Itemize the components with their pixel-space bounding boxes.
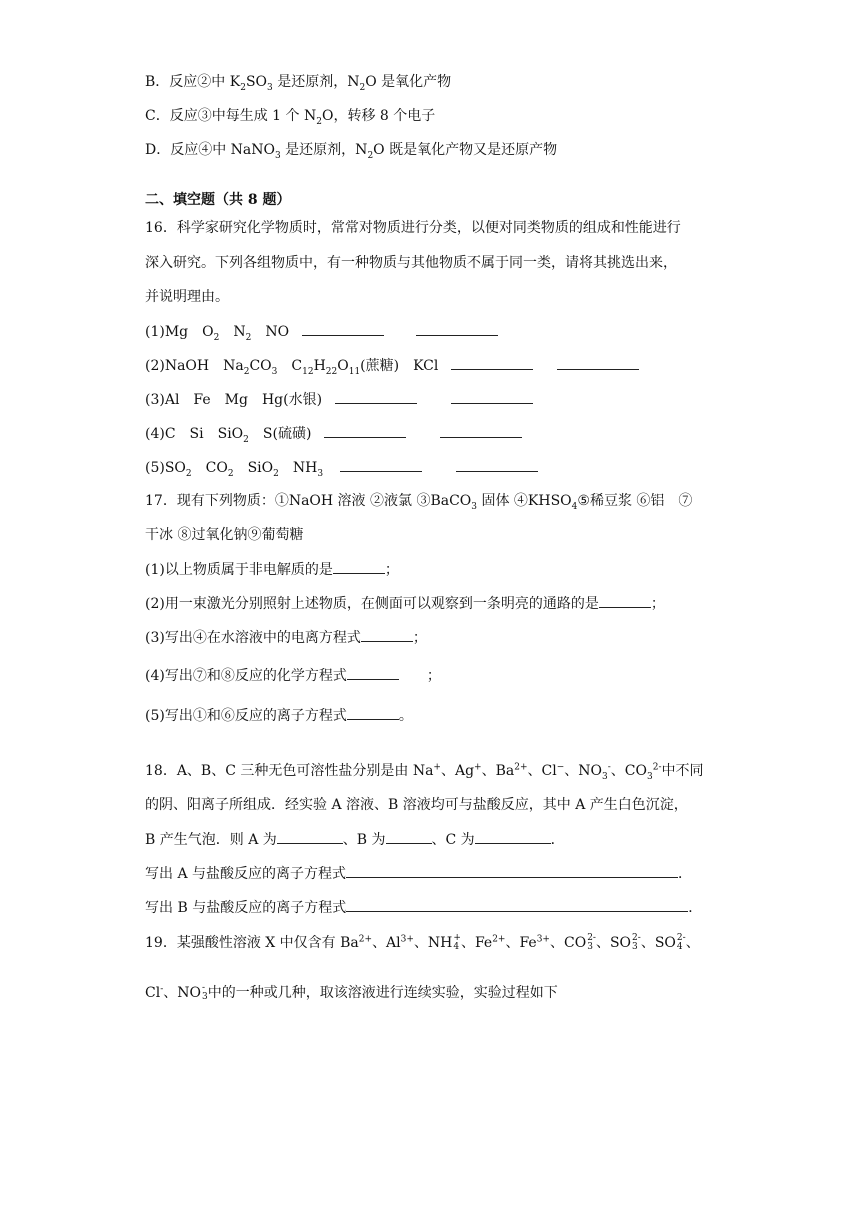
q16-group-1: (1)Mg $O_2$ $N_2$ NO bbox=[145, 321, 498, 342]
q17-part-5: (5)写出①和⑥反应的离子方程式 。 bbox=[145, 705, 413, 726]
q16-stem-line1: 16．科学家研究化学物质时，常常对物质进行分类，以便对同类物质的组成和性能进行 bbox=[145, 220, 681, 236]
q18-stem-line1: 18．A、B、C 三种无色可溶性盐分别是由 Na+、Ag+、$Ba^{2+}$、Cl−、$NO_3^-$、$CO_3^{2-}$中不同 bbox=[145, 762, 704, 782]
section-title: 二、填空题（共 8 题） bbox=[145, 192, 291, 208]
q17-stem-line2: 干冰 ⑧过氧化钠⑨葡萄糖 bbox=[145, 527, 304, 543]
answer-blank[interactable] bbox=[340, 457, 422, 472]
ion-charge: 2- 3 bbox=[632, 933, 641, 952]
q17-part-1: (1)以上物质属于非电解质的是 ； bbox=[145, 559, 399, 580]
q16-stem-line3: 并说明理由。 bbox=[145, 289, 229, 305]
q19-stem-line1: 19．某强酸性溶液 X 中仅含有 $Ba^{2+}$、$Al^{3+}$、NH + 4 、$Fe^{2+}$、$Fe^{3+}$、CO 2- 3 、SO 2- 3 、SO 2- 4 、 bbox=[145, 933, 700, 952]
answer-blank[interactable] bbox=[440, 423, 522, 438]
q18-stem-line3: B 产生气泡．则 A 为 、B 为 、C 为 ． bbox=[145, 829, 565, 850]
answer-blank[interactable] bbox=[361, 627, 413, 642]
q19-stem-line2: Cl-、NO - 3 中的一种或几种，取该溶液进行连续实验，实验过程如下 bbox=[145, 983, 558, 1002]
ion-charge: + 4 bbox=[453, 933, 461, 952]
answer-blank[interactable] bbox=[451, 389, 533, 404]
answer-blank[interactable] bbox=[333, 559, 385, 574]
answer-blank[interactable] bbox=[324, 423, 406, 438]
q16-group-4: (4)C Si SiO$_2$ S(硫磺) bbox=[145, 423, 522, 444]
q17-stem-line1: 17．现有下列物质：①NaOH 溶液 ②液氯 ③BaCO$_3$ 固体 $④KHSO_4⑤$稀豆浆 ⑥铝 ⑦ bbox=[145, 493, 693, 512]
answer-blank[interactable] bbox=[456, 457, 538, 472]
answer-blank[interactable] bbox=[557, 355, 639, 370]
answer-blank[interactable] bbox=[347, 665, 399, 680]
q16-group-2: (2)NaOH $Na_2CO_3$ $C_{12}H_{22}O_{11}$(蔗糖) KCl bbox=[145, 355, 639, 376]
q16-stem-line2: 深入研究。下列各组物质中，有一种物质与其他物质不属于同一类，请将其挑选出来， bbox=[145, 255, 677, 271]
answer-blank[interactable] bbox=[346, 897, 688, 912]
q15-option-d: D．反应④中 NaNO$_3$ 是还原剂，$N_2O$ 既是氧化产物又是还原产物 bbox=[145, 142, 558, 161]
q15-option-c: C．反应③中每生成 1 个 $N_2O$，转移 8 个电子 bbox=[145, 108, 436, 127]
answer-blank[interactable] bbox=[599, 593, 651, 608]
ion-charge: 2- 3 bbox=[587, 933, 596, 952]
answer-blank[interactable] bbox=[347, 705, 399, 720]
answer-blank[interactable] bbox=[386, 829, 432, 844]
answer-blank[interactable] bbox=[277, 829, 343, 844]
answer-blank[interactable] bbox=[451, 355, 533, 370]
ion-charge: 2- 4 bbox=[676, 933, 686, 952]
q18-stem-line2: 的阴、阳离子所组成．经实验 A 溶液、B 溶液均可与盐酸反应，其中 A 产生白色沉淀， bbox=[145, 797, 688, 813]
q16-group-5: $(5)SO_2$ $CO_2$ SiO$_2$ $NH_3$ bbox=[145, 457, 538, 478]
answer-blank[interactable] bbox=[416, 321, 498, 336]
ion-charge: - 3 bbox=[201, 983, 208, 1002]
q16-group-3: (3)Al Fe Mg Hg(水银) bbox=[145, 389, 533, 410]
answer-blank[interactable] bbox=[335, 389, 417, 404]
answer-blank[interactable] bbox=[302, 321, 384, 336]
q17-part-2: (2)用一束激光分别照射上述物质，在侧面可以观察到一条明亮的通路的是 ； bbox=[145, 593, 665, 614]
answer-blank[interactable] bbox=[475, 829, 551, 844]
q17-part-3: (3)写出④在水溶液中的电离方程式 ； bbox=[145, 627, 427, 648]
q17-part-4: (4)写出⑦和⑧反应的化学方程式 ； bbox=[145, 665, 441, 686]
q18-part-b: 写出 B 与盐酸反应的离子方程式 ． bbox=[145, 897, 702, 918]
q15-option-b: B．反应②中 $K_2SO_3$ 是还原剂，$N_2O$ 是氧化产物 bbox=[145, 74, 452, 93]
q18-part-a: 写出 A 与盐酸反应的离子方程式 ． bbox=[145, 863, 692, 884]
answer-blank[interactable] bbox=[346, 863, 678, 878]
